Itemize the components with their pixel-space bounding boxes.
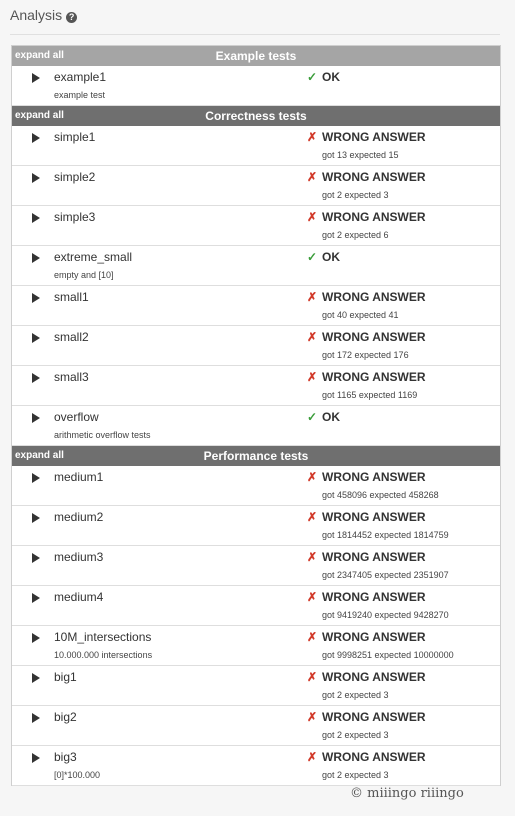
test-status: WRONG ANSWER [322, 670, 426, 684]
section-header [12, 446, 500, 466]
expand-all-link[interactable]: expand all [15, 110, 64, 121]
test-row[interactable] [12, 746, 500, 786]
test-result: got 2347405 expected 2351907 [322, 570, 449, 580]
test-description: example test [54, 90, 106, 100]
test-result: got 2 expected 3 [322, 770, 389, 780]
expand-arrow-icon[interactable] [32, 513, 40, 523]
test-name: small1 [54, 290, 89, 304]
test-row[interactable] [12, 546, 500, 586]
test-status: OK [322, 70, 340, 84]
expand-arrow-icon[interactable] [32, 473, 40, 483]
test-name: example1 [54, 70, 107, 84]
cross-icon: ✗ [307, 290, 318, 304]
cross-icon: ✗ [307, 670, 318, 684]
cross-icon: ✗ [307, 330, 318, 344]
cross-icon: ✗ [307, 630, 318, 644]
checkmark-icon: ✓ [307, 70, 318, 84]
test-name: big1 [54, 670, 77, 684]
tests-table [11, 45, 501, 786]
test-status: WRONG ANSWER [322, 750, 426, 764]
section-header [12, 106, 500, 126]
expand-arrow-icon[interactable] [32, 673, 40, 683]
test-name: small2 [54, 330, 89, 344]
page-title: Analysis [10, 7, 63, 23]
expand-arrow-icon[interactable] [32, 293, 40, 303]
test-result: got 172 expected 176 [322, 350, 409, 360]
test-row[interactable] [12, 286, 500, 326]
test-name: small3 [54, 370, 89, 384]
expand-arrow-icon[interactable] [32, 333, 40, 343]
test-name: big2 [54, 710, 77, 724]
checkmark-icon: ✓ [307, 250, 318, 264]
test-status: WRONG ANSWER [322, 590, 426, 604]
test-result: got 9419240 expected 9428270 [322, 610, 449, 620]
expand-arrow-icon[interactable] [32, 633, 40, 643]
expand-arrow-icon[interactable] [32, 713, 40, 723]
test-row[interactable] [12, 246, 500, 286]
cross-icon: ✗ [307, 750, 318, 764]
test-result: got 2 expected 3 [322, 690, 389, 700]
expand-arrow-icon[interactable] [32, 753, 40, 763]
test-name: simple2 [54, 170, 96, 184]
test-row[interactable] [12, 586, 500, 626]
expand-arrow-icon[interactable] [32, 413, 40, 423]
section-title: Example tests [215, 49, 297, 63]
cross-icon: ✗ [307, 590, 318, 604]
test-result: got 40 expected 41 [322, 310, 399, 320]
test-status: WRONG ANSWER [322, 330, 426, 344]
test-row[interactable] [12, 66, 500, 106]
test-name: simple1 [54, 130, 96, 144]
test-description: arithmetic overflow tests [54, 430, 151, 440]
divider [10, 34, 500, 35]
help-icon[interactable]: ? [66, 12, 77, 23]
test-row[interactable] [12, 206, 500, 246]
cross-icon: ✗ [307, 170, 318, 184]
test-name: medium2 [54, 510, 104, 524]
expand-all-link[interactable]: expand all [15, 50, 64, 61]
expand-arrow-icon[interactable] [32, 173, 40, 183]
test-result: got 13 expected 15 [322, 150, 399, 160]
test-row[interactable] [12, 466, 500, 506]
expand-arrow-icon[interactable] [32, 373, 40, 383]
section-title: Performance tests [203, 449, 309, 463]
expand-arrow-icon[interactable] [32, 553, 40, 563]
test-status: WRONG ANSWER [322, 630, 426, 644]
test-name: extreme_small [54, 250, 133, 264]
test-status: OK [322, 250, 340, 264]
test-result: got 2 expected 3 [322, 190, 389, 200]
test-status: WRONG ANSWER [322, 170, 426, 184]
test-status: WRONG ANSWER [322, 130, 426, 144]
expand-arrow-icon[interactable] [32, 133, 40, 143]
test-status: OK [322, 410, 340, 424]
test-name: big3 [54, 750, 77, 764]
expand-arrow-icon[interactable] [32, 253, 40, 263]
test-result: got 2 expected 6 [322, 230, 389, 240]
section-title: Correctness tests [205, 109, 307, 123]
test-status: WRONG ANSWER [322, 550, 426, 564]
checkmark-icon: ✓ [307, 410, 318, 424]
test-status: WRONG ANSWER [322, 370, 426, 384]
test-name: medium4 [54, 590, 104, 604]
cross-icon: ✗ [307, 550, 318, 564]
cross-icon: ✗ [307, 470, 318, 484]
analysis-heading [10, 7, 77, 23]
test-name: 10M_intersections [54, 630, 152, 644]
test-result: got 2 expected 3 [322, 730, 389, 740]
cross-icon: ✗ [307, 130, 318, 144]
test-name: simple3 [54, 210, 96, 224]
test-description: 10.000.000 intersections [54, 650, 153, 660]
cross-icon: ✗ [307, 510, 318, 524]
cross-icon: ✗ [307, 370, 318, 384]
expand-arrow-icon[interactable] [32, 593, 40, 603]
test-row[interactable] [12, 666, 500, 706]
test-row[interactable] [12, 406, 500, 446]
expand-all-link[interactable]: expand all [15, 450, 64, 461]
test-row[interactable] [12, 126, 500, 166]
test-row[interactable] [12, 366, 500, 406]
test-status: WRONG ANSWER [322, 510, 426, 524]
test-result: got 1165 expected 1169 [322, 390, 418, 400]
test-result: got 1814452 expected 1814759 [322, 530, 449, 540]
test-row[interactable] [12, 326, 500, 366]
section-header [12, 46, 500, 66]
test-description: empty and [10] [54, 270, 114, 280]
test-status: WRONG ANSWER [322, 470, 426, 484]
test-row[interactable] [12, 166, 500, 206]
test-name: overflow [54, 410, 99, 424]
test-row[interactable] [12, 706, 500, 746]
test-name: medium3 [54, 550, 104, 564]
cross-icon: ✗ [307, 210, 318, 224]
cross-icon: ✗ [307, 710, 318, 724]
test-status: WRONG ANSWER [322, 210, 426, 224]
test-status: WRONG ANSWER [322, 290, 426, 304]
test-status: WRONG ANSWER [322, 710, 426, 724]
test-result: got 9998251 expected 10000000 [322, 650, 454, 660]
test-row[interactable] [12, 626, 500, 666]
test-description: [0]*100.000 [54, 770, 101, 780]
test-name: medium1 [54, 470, 104, 484]
test-row[interactable] [12, 506, 500, 546]
expand-arrow-icon[interactable] [32, 213, 40, 223]
test-result: got 458096 expected 458268 [322, 490, 439, 500]
watermark: © miiingo riiingo [350, 786, 464, 801]
expand-arrow-icon[interactable] [32, 73, 40, 83]
